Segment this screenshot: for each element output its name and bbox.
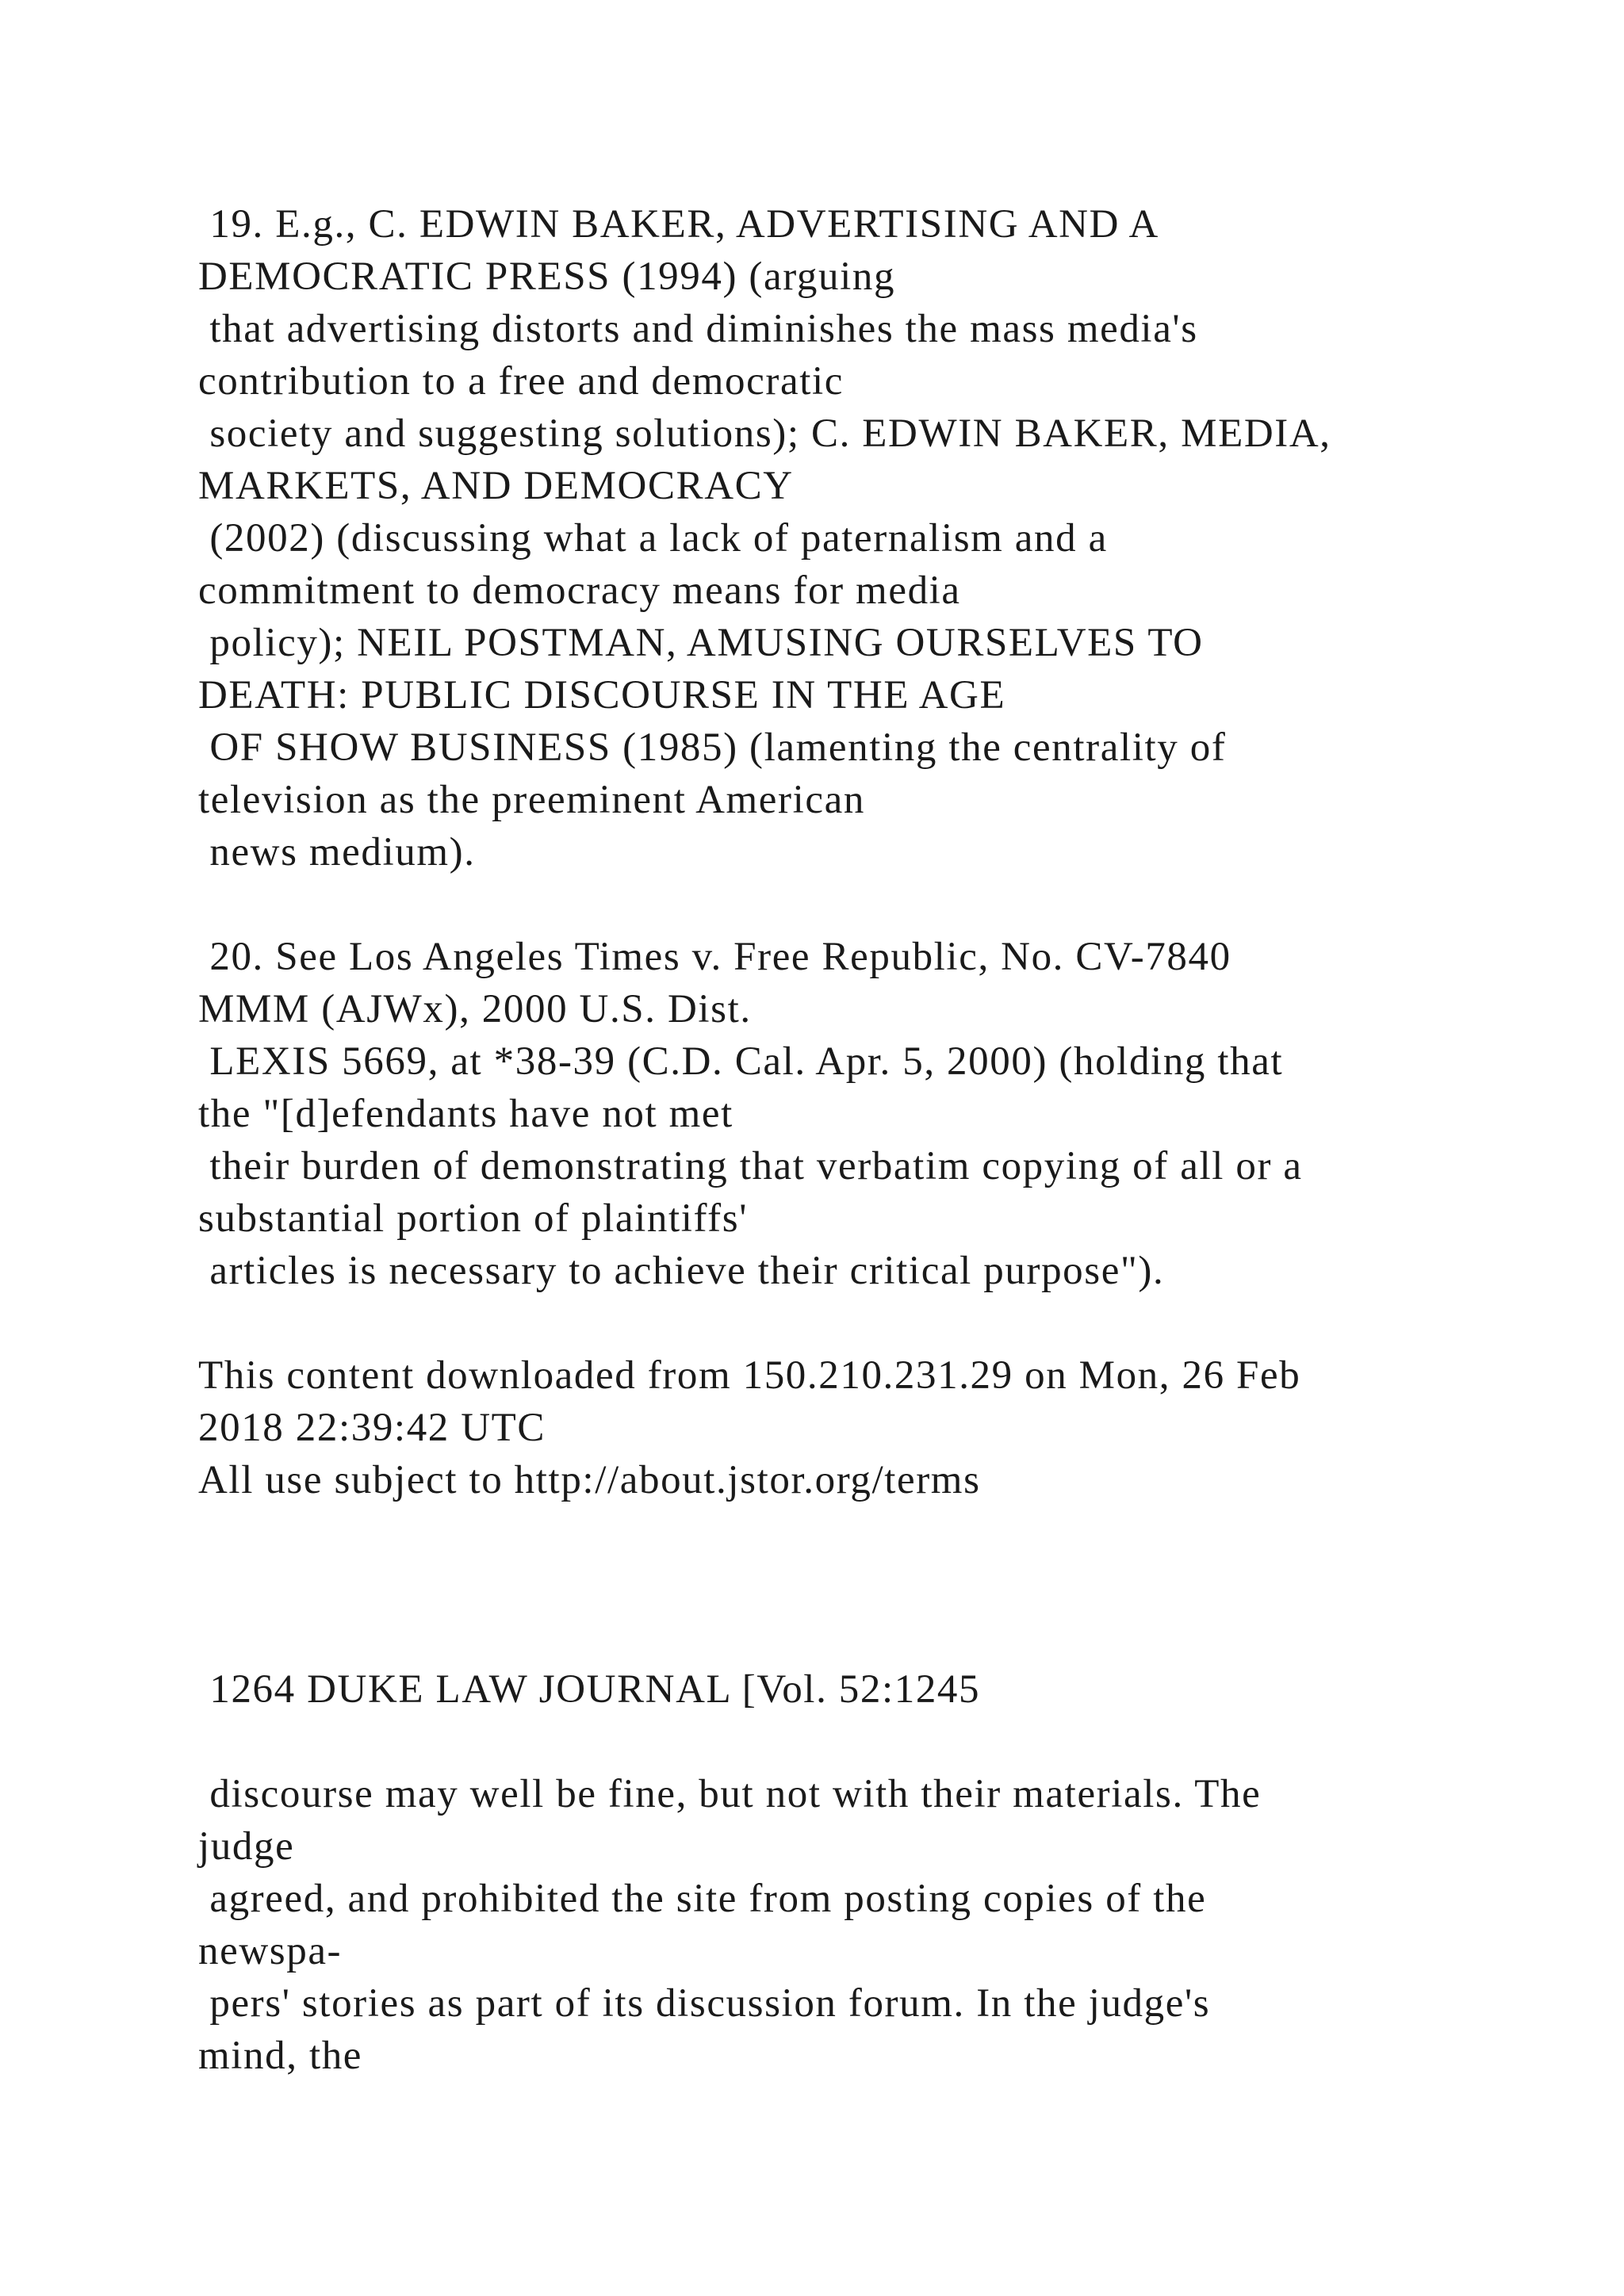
text-line: television as the preeminent American <box>198 778 865 822</box>
footnote-20 <box>198 931 1546 1297</box>
text-line: 2018 22:39:42 UTC <box>198 1406 546 1450</box>
text-line: agreed, and prohibited the site from posting copies of the <box>198 1877 1207 1921</box>
text-line: judge <box>198 1824 295 1869</box>
text-line: DEATH: PUBLIC DISCOURSE IN THE AGE <box>198 673 1006 718</box>
text-line: substantial portion of plaintiffs' <box>198 1196 748 1241</box>
text-line: commitment to democracy means for media <box>198 568 961 613</box>
text-line: (2002) (discussing what a lack of paternalism and a <box>198 516 1108 561</box>
text-line: the "[d]efendants have not met <box>198 1092 733 1136</box>
text-line: that advertising distorts and diminishes the mass media's <box>198 307 1198 351</box>
text-line: 20. See Los Angeles Times v. Free Republic, No. CV-7840 <box>198 935 1231 979</box>
terms-line: All use subject to http://about.jstor.org/terms <box>198 1458 981 1502</box>
page-header: 1264 DUKE LAW JOURNAL [Vol. 52:1245 <box>198 1667 981 1712</box>
text-line: articles is necessary to achieve their critical purpose"). <box>198 1249 1165 1293</box>
text-line: 19. E.g., C. EDWIN BAKER, ADVERTISING AND A <box>198 202 1159 247</box>
text-line: OF SHOW BUSINESS (1985) (lamenting the centrality of <box>198 725 1227 770</box>
spacer <box>198 878 1546 931</box>
text-line: newspa- <box>198 1929 343 1973</box>
text-line: their burden of demonstrating that verbatim copying of all or a <box>198 1144 1303 1188</box>
document-page <box>198 198 1546 2082</box>
running-header <box>198 1663 1546 1716</box>
spacer <box>198 1716 1546 1768</box>
spacer <box>198 1506 1546 1663</box>
text-line: MMM (AJWx), 2000 U.S. Dist. <box>198 987 752 1031</box>
text-line: contribution to a free and democratic <box>198 359 844 404</box>
text-line: policy); NEIL POSTMAN, AMUSING OURSELVES TO <box>198 621 1204 665</box>
text-line: LEXIS 5669, at *38-39 (C.D. Cal. Apr. 5, 2000) (holding that <box>198 1039 1284 1084</box>
text-line: pers' stories as part of its discussion forum. In the judge's <box>198 1981 1211 2026</box>
download-notice <box>198 1349 1546 1506</box>
text-line: This content downloaded from 150.210.231.29 on Mon, 26 Feb <box>198 1353 1301 1398</box>
footnote-19 <box>198 198 1546 878</box>
text-line: news medium). <box>198 830 476 874</box>
body-paragraph <box>198 1768 1546 2082</box>
text-line: society and suggesting solutions); C. EDWIN BAKER, MEDIA, <box>198 411 1331 456</box>
text-line: MARKETS, AND DEMOCRACY <box>198 464 794 508</box>
spacer <box>198 1297 1546 1349</box>
text-line: DEMOCRATIC PRESS (1994) (arguing <box>198 254 896 299</box>
text-line: discourse may well be fine, but not with their materials. The <box>198 1772 1262 1816</box>
text-line: mind, the <box>198 2034 363 2078</box>
